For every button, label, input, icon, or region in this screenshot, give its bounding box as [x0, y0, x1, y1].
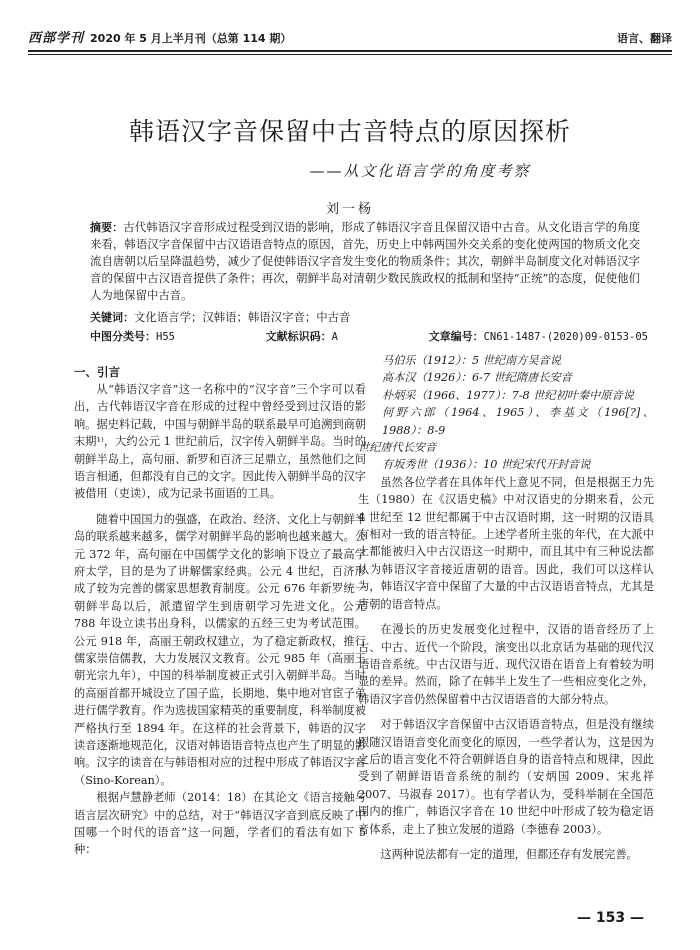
header-rule-thick: [28, 50, 672, 52]
paragraph: 根据卢慧静老师（2014：18）在其论文《语言接触与语言层次研究》中的总结，对于“韩语汉字音到底反映了中国哪一个时代的语音”这一问题，学者们的看法有如下 5 种：: [74, 791, 366, 857]
article-code: 文章编号：CN61-1487-(2020)09-0153-05: [428, 330, 648, 343]
paragraph: 随着中国国力的强盛，在政治、经济、文化上与朝鲜半岛的联系越来越多，儒学对朝鲜半岛的影响也越来越大。公元 372 年，高句丽在中国儒学文化的影响下设立了最高学府太学，目的是为了讲解儒家经典。公元 4 世纪，百济形成了较为完善的儒家思想教育制度。公元 676 年新罗统一朝鲜半岛以后，派遣留学生到唐朝学习先进文化。公元 788 年设立读书出身科，以儒家的五经三史为考试范围。公元 918 年，高丽王朝政权建立，为了稳定新政权，推行儒家崇信儒教，大力发展汉文教育。公元 985 年（高丽王朝光宗九年），中国的科举制度被正式引入朝鲜半岛。当时的高丽首都开城设立了国子监，长期地、集中地对官宦子弟进行儒学教育。作为选拔国家精英的重要制度，科举制度被严格执行至 1894 年。在这样的社会背景下，韩语的汉字读音逐渐地规范化，汉语对韩语语音特点也产生了明显的影响。汉字的读音在与韩语相对应的过程中形成了韩语汉字音（Sino-Korean）。: [74, 512, 366, 787]
classification-codes: [90, 328, 648, 344]
paragraph: 在漫长的历史发展变化过程中，汉语的语音经历了上古、中古、近代一个阶段，演变出以北京话为基础的现代汉语语音系统。中古汉语与近、现代汉语在语音上有着较为明显的差异。然而，除了在韩半上发生了一些相应变化之外，韩语汉字音仍然保留着中古汉语语音的大部分特点。: [358, 623, 654, 706]
citation-item: 有坂秀世（1936）：10 世纪宋代开封音说: [382, 458, 591, 472]
author-name: 刘一杨: [325, 202, 374, 217]
journal-issue: 2020 年 5 月上半月刊（总第 114 期）: [90, 32, 292, 45]
right-column: [358, 352, 654, 863]
header-rule-thin: [28, 54, 672, 55]
paragraph: 虽然各位学者在具体年代上意见不同，但是根据王力先生（1980）在《汉语史稿》中对汉语史的分期来看，公元 4 世纪至 12 世纪都属于中古汉语时期，这一时期的汉语具有相对一致的语言特征。上述学者所主张的年代，在大派中上都能被归入中古汉语这一时期中，而且其中有三种说法都认为韩语汉字音接近唐朝的语音。因此，我们可以这样认为，韩语汉字音中保留了大量的中古汉语语音特点，尤其是唐朝的语音特点。: [358, 475, 654, 611]
journal-logo: 西部学刊: [28, 31, 85, 46]
paragraph: 对于韩语汉字音保留中古汉语语音特点，但是没有继续跟随汉语语音变化而变化的原因，一些学者认为，这是因为之后的语言变化不符合朝鲜语自身的语音特点和规律，因此受到了朝鲜语语音系统的制约（安炳国 2009、宋兆祥 2007、马淑春 2017）。也有学者认为，受科举制在全国范围内的推广，韩语汉字音在 10 世纪中叶形成了较为稳定语音体系，走上了独立发展的道路（李德春 2003）。: [358, 718, 654, 836]
left-column: [74, 352, 366, 859]
citation-item: 世纪唐代长安音: [358, 441, 437, 455]
doc-code: 文献标识码：A: [265, 330, 338, 343]
abstract: [90, 219, 640, 304]
abstract-text: 古代韩语汉字音形成过程受到汉语的影响，形成了韩语汉字音且保留汉语中古音。从文化语言学的角度来看，韩语汉字音保留中古汉语语音特点的原因，首先，历史上中韩两国外交关系的变化使两国的物质文化交流自唐朝以后呈降温趋势，减少了促使韩语汉字音发生变化的物质条件；其次，朝鲜半岛制度文化对韩语汉字音的保留中古汉语音提供了条件；再次，朝鲜半岛对清朝少数民族政权的抵制和坚持“正统”的态度，促使他们人为地保留中古音。: [90, 220, 640, 302]
paragraph: 从“韩语汉字音”这一名称中的“汉字音”三个字可以看出，古代韩语汉字音在形成的过程中曾经受到过汉语的影响。据史料记载，中国与朝鲜半岛的联系最早可追溯到商朝末期¹⁾，大约公元 1 世纪前后，汉字传入朝鲜半岛。当时的朝鲜半岛上，高句丽、新罗和百济三足鼎立，虽然他们之间语言相通，但都没有自己的文字。因此传入朝鲜半岛的汉字被借用（吏读），成为记录书面语的工具。: [74, 382, 366, 501]
page-number: — 153 —: [577, 910, 644, 926]
section-name: 语言、翻译: [617, 32, 672, 45]
keywords-text: 文化语言学；汉韩语；韩语汉字音；中古音: [134, 310, 351, 324]
keywords: [90, 309, 640, 326]
clc-code: 中图分类号：H55: [90, 330, 175, 343]
keywords-label: 关键词：: [90, 311, 134, 324]
paragraph: 这两种说法都有一定的道理，但都还存有发展完善。: [380, 847, 638, 861]
running-header: [28, 22, 672, 46]
citation-item: 马伯乐（1912）：5 世纪南方吴音说: [382, 354, 561, 367]
abstract-label: 摘要：: [90, 221, 124, 234]
citation-item: 朴炳采（1966、1977）：7-8 世纪初叶秦中原音说: [382, 388, 634, 402]
header-left: [28, 27, 291, 46]
section-heading: 一、引言: [74, 364, 120, 379]
citation-item: 高本汉（1926）：6-7 世纪隋唐长安音: [382, 371, 572, 385]
citation-item: 何野六郎（1964、1965）、李基文（196[?]、1988）：8-9: [382, 406, 654, 437]
article-subtitle: ——从文化语言学的角度考察: [309, 162, 531, 180]
article-title: 韩语汉字音保留中古音特点的原因探析: [128, 117, 571, 146]
